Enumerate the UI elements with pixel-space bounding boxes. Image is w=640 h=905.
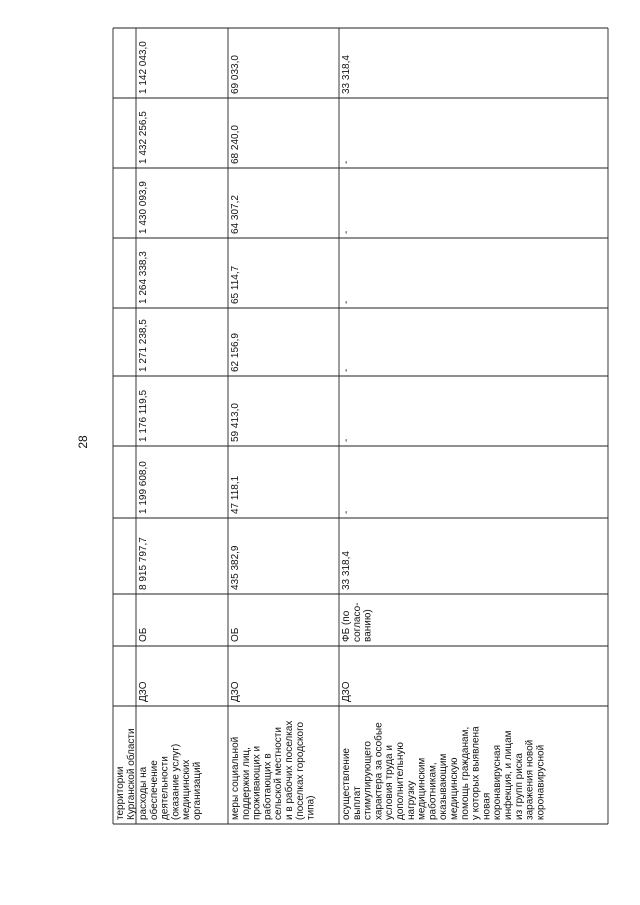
value-cell: 1 199 608,0 [138, 461, 149, 514]
row-label-line: организаций [192, 761, 203, 820]
row-label-line: деятельности [159, 756, 171, 820]
row-label-line: проживающих и [251, 745, 263, 820]
row-label-line: (поселках городского [294, 721, 306, 820]
row-label-line: из групп риска [513, 753, 525, 820]
responsible-cell: ДЗО [138, 681, 149, 702]
funding-source-cell [230, 627, 241, 642]
value-cell: - [341, 160, 352, 164]
row-label-line: и в рабочих поселках [284, 720, 295, 820]
value-cell: 69 033,0 [230, 55, 241, 94]
row-label-line: работникам, [427, 762, 439, 820]
value-cell: - [341, 368, 352, 372]
value-cell: 33 318,4 [341, 551, 352, 590]
row-label-line: стимулирующего [362, 741, 374, 820]
value-cell: 64 307,2 [230, 195, 241, 234]
funding-source-cell-line: ванию) [362, 609, 374, 642]
funding-source-cell-line: согласо- [351, 602, 363, 642]
row-label [115, 728, 137, 820]
value-cell: - [341, 300, 352, 304]
responsible-cell: ДЗО [230, 681, 241, 702]
row-label-line: расходы на [138, 766, 149, 820]
value-cell: 1 142 043,0 [138, 41, 149, 94]
value-cell: 435 382,9 [230, 545, 241, 590]
value-cell: 8 915 797,7 [138, 537, 149, 590]
page-number: 28 [76, 435, 90, 449]
row-label-line: у которых выявлена [470, 726, 482, 820]
row-label [230, 721, 317, 820]
row-label-line: типа) [305, 795, 317, 820]
budget-table [113, 28, 608, 824]
responsible-cell: ДЗО [341, 681, 352, 702]
value-cell: 62 156,9 [230, 333, 241, 372]
row-label [138, 744, 203, 820]
row-label-line: медицинских [181, 759, 193, 820]
value-cell: 68 240,0 [230, 125, 241, 164]
row-label-line: выплат [351, 786, 363, 820]
row-label-line: дополнительную [395, 742, 406, 820]
row-label-line: медицинским [416, 757, 428, 820]
funding-source-cell [138, 627, 149, 642]
value-cell: - [341, 438, 352, 442]
row-label-line: медицинскую [449, 757, 460, 820]
funding-source-cell-line: ОБ [230, 627, 241, 642]
row-label-line: оказывающим [438, 753, 450, 820]
value-cell: 1 430 093,9 [138, 181, 149, 234]
value-cell: 65 114,7 [230, 265, 241, 304]
value-cell: 59 413,0 [230, 403, 241, 442]
row-label-line: (оказание услуг) [170, 743, 182, 820]
value-cell: 33 318,4 [341, 55, 352, 94]
row-label-line: сельской местности [273, 727, 285, 820]
table-cells [115, 41, 546, 820]
row-label-line: помощь гражданам, [459, 726, 471, 820]
row-label-line: новая [481, 792, 493, 820]
funding-source-cell [341, 602, 374, 642]
row-label-line: обеспечение [148, 760, 160, 820]
row-label-line: поддержки лиц, [240, 747, 252, 820]
row-label-line: осуществление [341, 748, 352, 820]
value-cell: 1 176 119,5 [138, 389, 149, 442]
row-label-line: инфекция, и лицам [503, 730, 514, 820]
row-label-line: коронавирусной [535, 744, 547, 820]
table-grid [113, 28, 608, 824]
row-label [341, 722, 546, 820]
row-label-line: заражения новой [524, 739, 536, 820]
funding-source-cell-line: ОБ [138, 627, 149, 642]
value-cell: - [341, 230, 352, 234]
value-cell: 1 271 238,5 [138, 319, 149, 372]
row-label-line: коронавирусная [492, 745, 504, 820]
value-cell: - [341, 510, 352, 514]
row-label-line: меры социальной [230, 736, 241, 820]
row-label-line: характера за особые [373, 722, 385, 820]
row-label-line: Курганской области [125, 728, 137, 820]
value-cell: 1 432 256,5 [138, 111, 149, 164]
row-label-line: работающих в [262, 753, 274, 820]
row-label-line: территории [115, 766, 126, 820]
value-cell: 1 264 338,3 [138, 251, 149, 304]
row-label-line: нагрузку [405, 780, 417, 820]
funding-source-cell-line: ФБ (по [341, 610, 352, 642]
value-cell: 47 118,1 [230, 475, 241, 514]
row-label-line: условия труда и [384, 745, 396, 820]
